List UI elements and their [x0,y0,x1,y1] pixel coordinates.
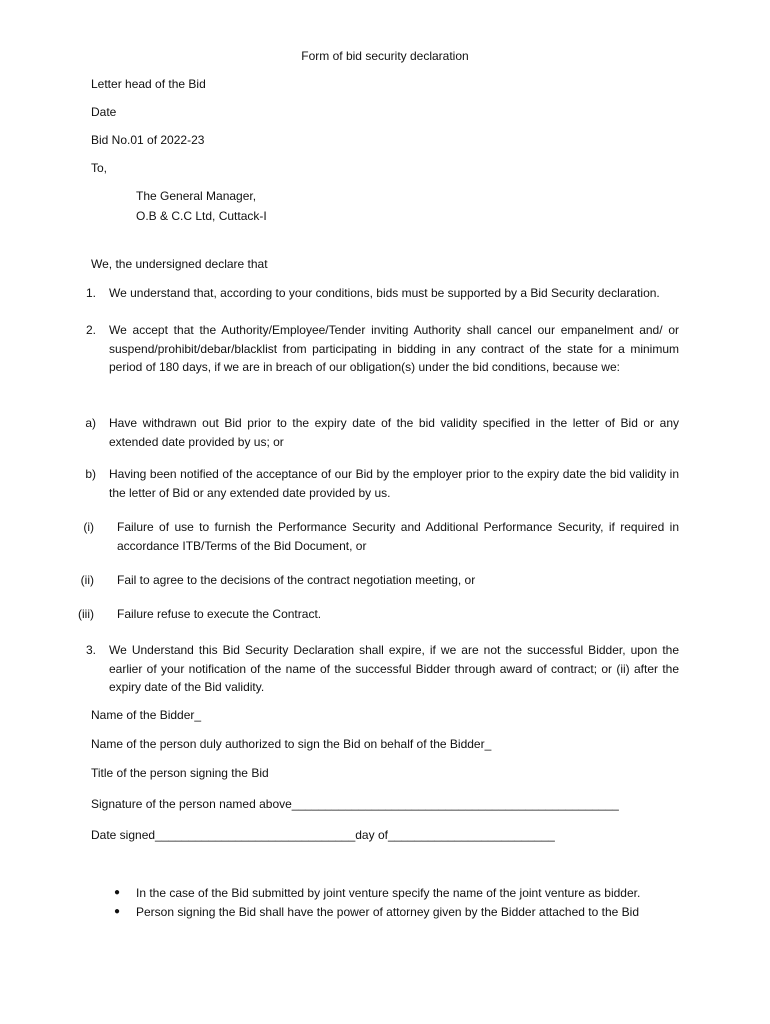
note-item: In the case of the Bid submitted by joint venture specify the name of the joint venture as bidder. [136,886,641,900]
to-label: To, [91,161,108,175]
item-marker: 3. [85,643,96,657]
roman-marker: (i) [83,520,94,534]
addressee-line-2: O.B & C.C Ltd, Cuttack-I [136,209,267,223]
roman-item: Fail to agree to the decisions of the contract negotiation meeting, or [117,573,476,587]
person-title-field: Title of the person signing the Bid [91,766,269,780]
roman-item: Failure of use to furnish the Performance Security and Additional Performance Security, if required in accordance ITB/Terms of the Bid Document, or [117,520,679,553]
roman-marker: (ii) [80,573,94,587]
document-title: Form of bid security declaration [301,49,469,63]
bid-number: Bid No.01 of 2022-23 [91,133,205,147]
item-marker: 2. [85,323,96,337]
note-item: Person signing the Bid shall have the power of attorney given by the Bidder attached to the Bid [136,905,639,919]
roman-marker: (iii) [78,607,94,621]
date-signed-field: Date signed______________________________day of_________________________ [91,828,555,842]
bullet-icon: ● [114,906,121,917]
letterhead-label: Letter head of the Bid [91,77,206,91]
declaration-item: We accept that the Authority/Employee/Tender inviting Authority shall cancel our empanelment and/ or suspend/prohibit/debar/blacklist from participating in bidding in any contract of the state for a minimum period of 180 days, if we are in breach of our obligation(s) under the bid conditions, because we: [109,323,679,374]
date-label: Date [91,105,117,119]
bidder-name-field: Name of the Bidder_ [91,708,202,722]
bullet-icon: ● [114,887,121,898]
declaration-item: We Understand this Bid Security Declaration shall expire, if we are not the successful Bidder, upon the earlier of your notification of the name of the successful Bidder through award of contract; or (ii) after the expiry date of the Bid validity. [109,643,679,694]
sub-item: Having been notified of the acceptance of our Bid by the employer prior to the expiry date the bid validity in the letter of Bid or any extended date provided by us. [109,467,679,500]
addressee-line-1: The General Manager, [136,189,257,203]
authorized-person-field: Name of the person duly authorized to sign the Bid on behalf of the Bidder_ [91,737,492,751]
roman-item: Failure refuse to execute the Contract. [117,607,322,621]
sub-item-marker: b) [85,467,96,481]
declaration-item: We understand that, according to your conditions, bids must be supported by a Bid Security declaration. [109,286,660,300]
sub-item: Have withdrawn out Bid prior to the expiry date of the bid validity specified in the letter of Bid or any extended date provided by us; or [109,416,679,449]
intro-statement: We, the undersigned declare that [91,257,268,271]
signature-field: Signature of the person named above_________________________________________________ [91,797,619,811]
item-marker: 1. [85,286,96,300]
sub-item-marker: a) [85,416,96,430]
